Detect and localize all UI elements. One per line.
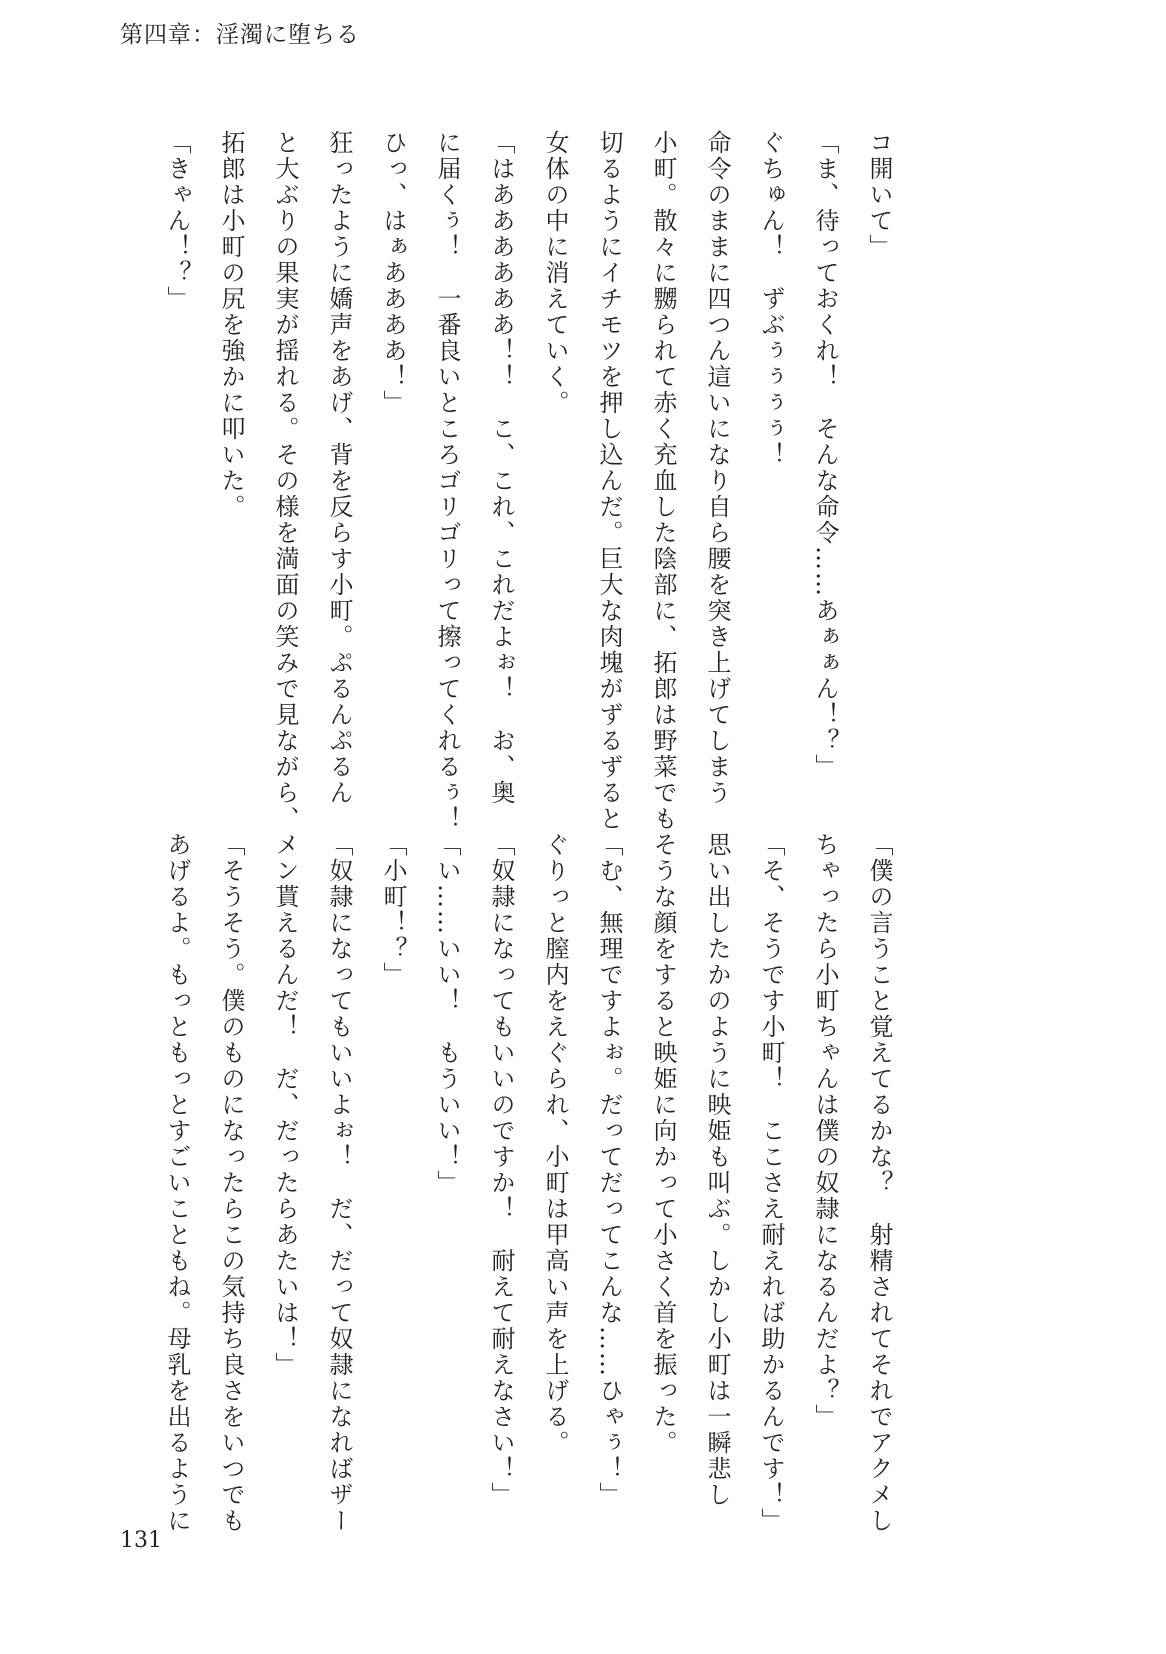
text-line: 「む、無理ですよぉ。だってだってこんな……ひゃぅ！」 bbox=[595, 832, 623, 1508]
text-line: に届くぅ！ 一番良いところゴリゴリって擦ってくれるぅ！ bbox=[433, 130, 461, 832]
text-line: と大ぶりの果実が揺れる。その様を満面の笑みで見ながら、 bbox=[271, 130, 299, 832]
text-line: 拓郎は小町の尻を強かに叩いた。 bbox=[217, 130, 245, 520]
chapter-title: 第四章：淫濁に堕ちる bbox=[120, 22, 360, 48]
text-line: 「そ、そうです小町！ ここさえ耐えれば助かるんです！」 bbox=[757, 832, 785, 1534]
page-number: 131 bbox=[120, 1528, 162, 1553]
text-line: あげるよ。もっともっとすごいこともね。母乳を出るように bbox=[163, 832, 191, 1534]
text-line: そうな顔をすると映姫に向かって小さく首を振った。 bbox=[649, 832, 677, 1456]
text-line: ぐりっと膣内をえぐられ、小町は甲高い声を上げる。 bbox=[541, 832, 569, 1456]
text-line: 「い……いい！ もういい！」 bbox=[433, 832, 461, 1196]
text-line: 「奴隷になってもいいのですか！ 耐えて耐えなさい！」 bbox=[487, 832, 515, 1508]
text-line: 「ま、待っておくれ！ そんな命令……あぁぁん！？」 bbox=[811, 130, 839, 780]
text-line: 女体の中に消えていく。 bbox=[541, 130, 569, 416]
text-line: 命令のままに四つん這いになり自ら腰を突き上げてしまう bbox=[703, 130, 731, 806]
text-line: ぐちゅん！ ずぶぅぅぅぅ！ bbox=[757, 130, 785, 468]
text-line: 狂ったように嬌声をあげ、背を反らす小町。ぷるんぷるん bbox=[325, 130, 353, 806]
text-line: メン貰えるんだ！ だ、だったらあたいは！」 bbox=[271, 832, 299, 1378]
text-line: 切るようにイチモツを押し込んだ。巨大な肉塊がずるずると bbox=[595, 130, 623, 832]
text-line: 小町。散々に嬲られて赤く充血した陰部に、拓郎は野菜でも bbox=[649, 130, 677, 832]
text-line: 「奴隷になってもいいよぉ！ だ、だって奴隷になればザー bbox=[325, 832, 353, 1534]
text-line: 「そうそう。僕のものになったらこの気持ち良さをいつでも bbox=[217, 832, 245, 1534]
upper-text-block bbox=[150, 130, 906, 832]
lower-text-block bbox=[150, 832, 906, 1534]
text-line: 「僕の言うこと覚えてるかな？ 射精されてそれでアクメし bbox=[865, 832, 893, 1534]
text-line: ひっ、はぁああああ！」 bbox=[379, 130, 407, 416]
text-line: 「小町！？」 bbox=[379, 832, 407, 988]
text-line: ちゃったら小町ちゃんは僕の奴隷になるんだよ？」 bbox=[811, 832, 839, 1430]
text-line: 「はああああああ！！ こ、これ、これだよぉ！ お、奥 bbox=[487, 130, 515, 806]
text-line: コ開いて」 bbox=[865, 130, 893, 260]
text-line: 思い出したかのように映姫も叫ぶ。しかし小町は一瞬悲し bbox=[703, 832, 731, 1508]
text-line: 「きゃん！？」 bbox=[163, 130, 191, 312]
